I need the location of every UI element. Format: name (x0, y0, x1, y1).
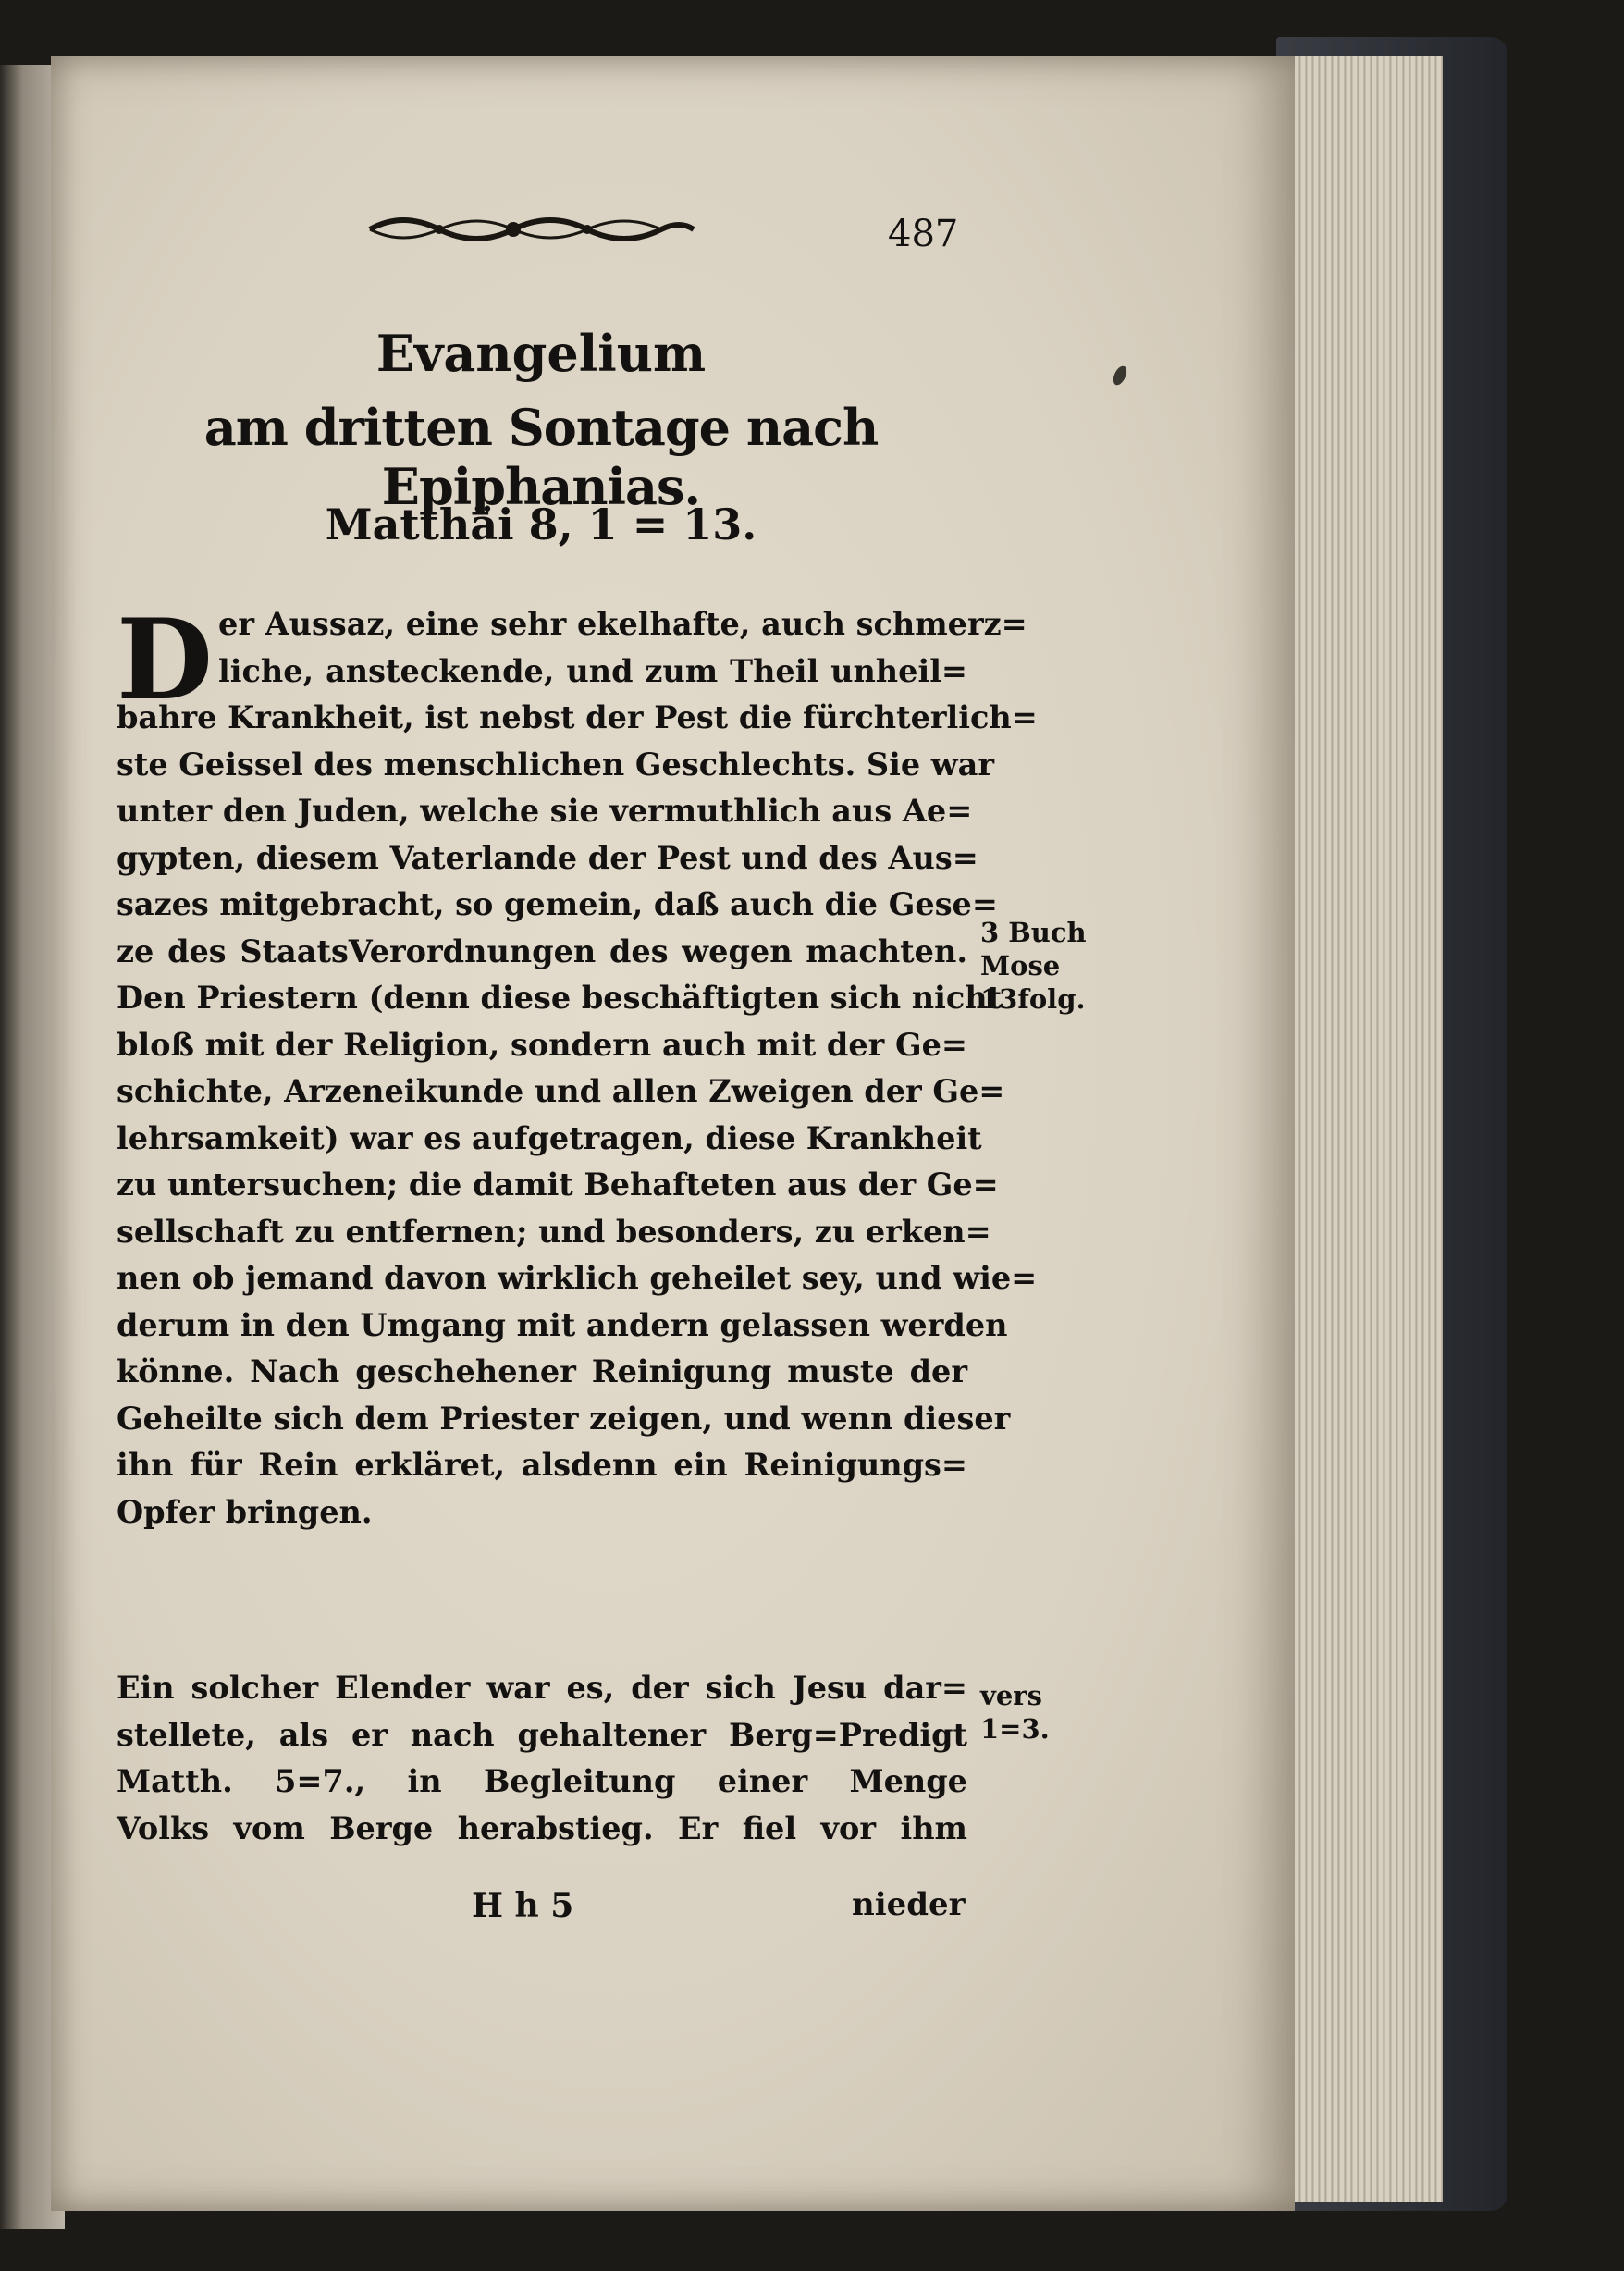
scripture-reference: Matthäi 8, 1 = 13. (325, 500, 757, 549)
marginal-line: 13folg. (980, 983, 1086, 1015)
text-line: könne. Nach geschehener Reinigung muste der (117, 1353, 967, 1389)
signature-mark: H h 5 (472, 1886, 574, 1925)
text-line: Ein solcher Elender war es, der sich Jesu dar= (117, 1670, 967, 1706)
text-line: Den Priestern (denn diese beschäftigten sich nicht (117, 980, 1003, 1016)
text-line: ihn für Rein erkläret, alsdenn ein Reinigungs= (117, 1447, 967, 1483)
marginal-note-1 (980, 916, 1087, 1016)
text-line: unter den Juden, welche sie vermuthlich aus Ae= (117, 793, 973, 829)
text-line: zu untersuchen; die damit Behafteten aus der Ge= (117, 1166, 999, 1203)
text-line: bloß mit der Religion, sondern auch mit der Ge= (117, 1026, 967, 1063)
text-line: gypten, diesem Vaterlande der Pest und des Aus= (117, 839, 978, 876)
catchword: nieder (852, 1886, 966, 1923)
marginal-line: 1=3. (980, 1713, 1050, 1745)
page-stack-edges (1295, 56, 1443, 2202)
text-line: Opfer bringen. (117, 1493, 373, 1530)
text-line: schichte, Arzeneikunde und allen Zweigen der Ge= (117, 1073, 1005, 1109)
page-header (365, 202, 994, 257)
page-number: 487 (888, 213, 959, 255)
text-line: ze des StaatsVerordnungen des wegen machten. (117, 932, 967, 969)
text-line: ste Geissel des menschlichen Geschlechts. Sie war (117, 746, 994, 783)
drop-cap: D (117, 595, 214, 725)
title-line-2: am dritten Sontage nach Epiphanias. (203, 398, 879, 516)
text-line: Matth. 5=7., in Begleitung einer Menge (117, 1763, 967, 1799)
marginal-note-2 (980, 1679, 1050, 1746)
header-ornament (365, 209, 698, 250)
text-line: lehrsamkeit) war es aufgetragen, diese Krankheit (117, 1119, 982, 1156)
text-line: stellete, als er nach gehaltener Berg=Predigt (117, 1716, 967, 1753)
text-line: Volks vom Berge herabstieg. Er fiel vor ihm (117, 1809, 967, 1846)
paragraph-2 (117, 1665, 967, 1852)
text-line: bahre Krankheit, ist nebst der Pest die fürchterlich= (117, 699, 1038, 735)
marginal-line: vers (980, 1680, 1042, 1711)
text-line: sellschaft zu entfernen; und besonders, zu erken= (117, 1213, 991, 1250)
text-line: liche, ansteckende, und zum Theil unheil= (218, 652, 967, 689)
marginal-line: Mose (980, 950, 1061, 981)
text-line: sazes mitgebracht, so gemein, daß auch die Gese= (117, 886, 998, 922)
text-line: Geheilte sich dem Priester zeigen, und wenn dieser (117, 1400, 1011, 1437)
text-line: nen ob jemand davon wirklich geheilet sey, und wie= (117, 1260, 1038, 1296)
text-line: derum in den Umgang mit andern gelassen werden (117, 1306, 1008, 1343)
marginal-line: 3 Buch (980, 917, 1087, 948)
text-line: er Aussaz, eine sehr ekelhafte, auch schmerz= (218, 606, 1027, 642)
title-line-1: Evangelium (375, 324, 707, 383)
